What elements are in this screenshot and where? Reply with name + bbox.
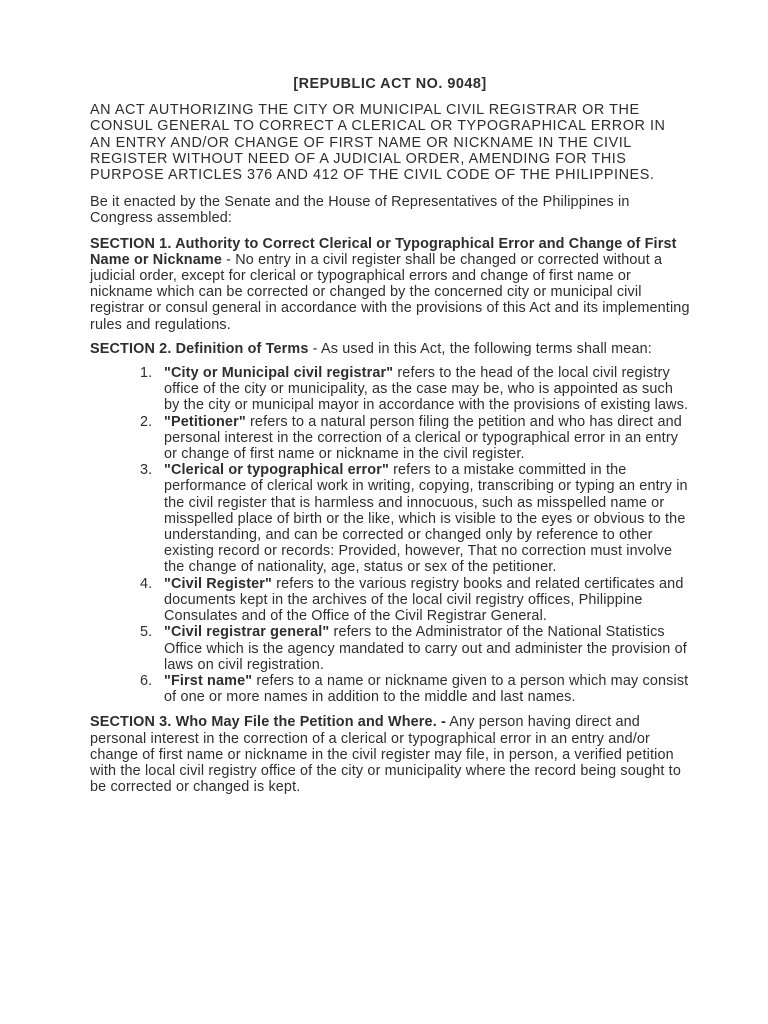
- definitions-list: [90, 365, 690, 705]
- list-item: [140, 575, 690, 625]
- section-2-heading: SECTION 2. Definition of Terms: [90, 340, 309, 357]
- term-definition: refers to a name or nickname given to a person which may consist of one or more names in addition to the middle and last names.: [164, 672, 689, 706]
- term-definition: refers to a natural person filing the petition and who has direct and personal interest in the correction of a clerical or typographical error in an entry or change of first name or nickname in the civil register.: [164, 413, 682, 463]
- section-3-heading: SECTION 3. Who May File the Petition and Where. -: [90, 714, 446, 731]
- section-3: [90, 714, 690, 795]
- list-item: [140, 413, 690, 463]
- list-item-number: 2.: [140, 413, 153, 430]
- list-item-number: 6.: [140, 672, 153, 689]
- section-2-body: - As used in this Act, the following terms shall mean:: [308, 340, 652, 357]
- term-definition: refers to the Administrator of the National Statistics Office which is the agency mandated to carry out and administer the provision of laws on civil registration.: [164, 624, 687, 673]
- list-item-number: 4.: [140, 575, 153, 592]
- enacting-clause: Be it enacted by the Senate and the House of Representatives of the Philippines in Congress assembled:: [90, 194, 630, 227]
- term-definition: refers to the various registry books and related certificates and documents kept in the archives of the local civil registry offices, Philippine Consulates and of the Office of the Civil Registrar General.: [164, 575, 684, 625]
- defined-term: "Civil Register": [164, 575, 273, 592]
- list-item: [140, 462, 690, 576]
- list-item-number: 3.: [140, 462, 153, 479]
- section-1: [90, 236, 690, 333]
- defined-term: "Petitioner": [164, 413, 246, 430]
- section-2: [90, 341, 690, 357]
- defined-term: "First name": [164, 672, 253, 689]
- document-page: [90, 76, 690, 803]
- list-item: [140, 624, 690, 673]
- defined-term: "City or Municipal civil registrar": [164, 365, 394, 382]
- act-long-title: AN ACT AUTHORIZING THE CITY OR MUNICIPAL CIVIL REGISTRAR OR THE CONSUL GENERAL TO CORRECT A CLERICAL OR TYPOGRAPHICAL ERROR IN AN ENTRY AND/OR CHANGE OF FIRST NAME OR NICKNAME IN THE CIVIL REGISTER WITHOUT NEED OF A JUDICIAL ORDER, AMENDING FOR THIS PURPOSE ARTICLES 376 AND 412 OF THE CIVIL CODE OF THE PHILIPPINES.: [90, 102, 666, 184]
- list-item-number: 5.: [140, 624, 153, 641]
- document-title: [REPUBLIC ACT NO. 9048]: [293, 76, 487, 92]
- section-1-heading: SECTION 1. Authority to Correct Clerical or Typographical Error and Change of First Name or Nickname: [90, 235, 677, 268]
- section-1-body: - No entry in a civil register shall be changed or corrected without a judicial order, except for clerical or typographical errors and change of first name or nickname which can be corrected or changed by the concerned city or municipal civil registrar or consul general in accordance with the provisions of this Act and its implementing rules and regulations.: [90, 251, 690, 333]
- term-definition: refers to the head of the local civil registry office of the city or municipality, as the case may be, who is appointed as such by the city or municipal mayor in accordance with the provisions of existing laws.: [164, 365, 689, 414]
- defined-term: "Clerical or typographical error": [164, 462, 389, 479]
- list-item: [140, 672, 690, 706]
- list-item-number: 1.: [140, 365, 153, 382]
- term-definition: refers to a mistake committed in the performance of clerical work in writing, copying, transcribing or typing an entry in the civil register that is harmless and innocuous, such as misspelled name or misspelled place of birth or the like, which is visible to the eyes or obvious to the understanding, and can be corrected or changed only by reference to other existing record or records: Provided, however, That no correction must involve the change of nationality, age, status or sex of the petitioner.: [164, 462, 688, 576]
- defined-term: "Civil registrar general": [164, 624, 330, 641]
- section-3-body: Any person having direct and personal interest in the correction of a clerical or typographical error in an entry and/or change of first name or nickname in the civil register may file, in person, a verified petition with the local civil registry office of the city or municipality where the record being sought to be corrected or changed is kept.: [90, 714, 681, 796]
- list-item: [140, 365, 690, 414]
